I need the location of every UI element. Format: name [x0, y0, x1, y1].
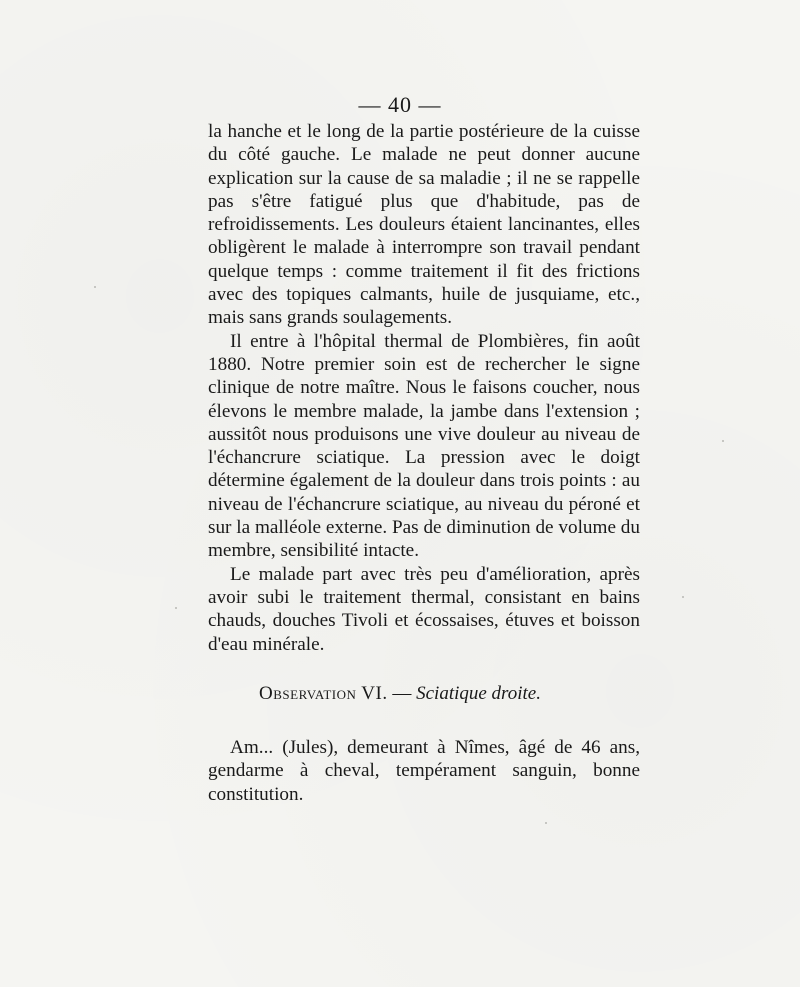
- paragraph-discharge: Le malade part avec très peu d'amélioration, après avoir subi le traitement thermal, consistant en bains chauds, douches Tivoli et écossaises, étuves et boisson d'eau minérale.: [208, 563, 640, 655]
- body-text: [208, 120, 640, 656]
- paper-speck: [722, 440, 724, 442]
- paragraph-hospital-admission: Il entre à l'hôpital thermal de Plombières, fin août 1880. Notre premier soin est de rechercher le signe clinique de notre maître. Nous le faisons coucher, nous élevons le membre malade, la jambe dans l'extension ; aussitôt nous produisons une vive douleur au niveau de l'échancrure sciatique. La pression avec le doigt détermine également de la douleur dans trois points : au niveau de l'échancrure sciatique, au niveau du péroné et sur la malléole externe. Pas de diminution de volume du membre, sensibilité intacte.: [208, 330, 640, 562]
- observation-paragraph: Am... (Jules), demeurant à Nîmes, âgé de 46 ans, gendarme à cheval, tempérament sanguin, bonne constitution.: [208, 737, 640, 805]
- observation-title: Sciatique droite.: [416, 683, 541, 704]
- observation-body: [208, 736, 640, 806]
- observation-dash: —: [387, 683, 417, 704]
- paragraph-continuation: la hanche et le long de la partie postérieure de la cuisse du côté gauche. Le malade ne peut donner aucune explication sur la cause de sa maladie ; il ne se rappelle pas s'être fatigué plus que d'habitude, pas de refroidissements. Les douleurs étaient lancinantes, elles obligèrent le malade à interrompre son travail pendant quelque temps : comme traitement il fit des frictions avec des topiques calmants, huile de jusquiame, etc., mais sans grands soulagements.: [208, 121, 640, 329]
- observation-heading: [0, 683, 800, 705]
- page-number: — 40 —: [358, 92, 442, 117]
- paper-speck: [682, 596, 684, 598]
- paper-speck: [545, 822, 547, 824]
- paper-speck: [94, 286, 96, 288]
- observation-label: Observation VI.: [259, 683, 388, 704]
- paper-speck: [175, 607, 177, 609]
